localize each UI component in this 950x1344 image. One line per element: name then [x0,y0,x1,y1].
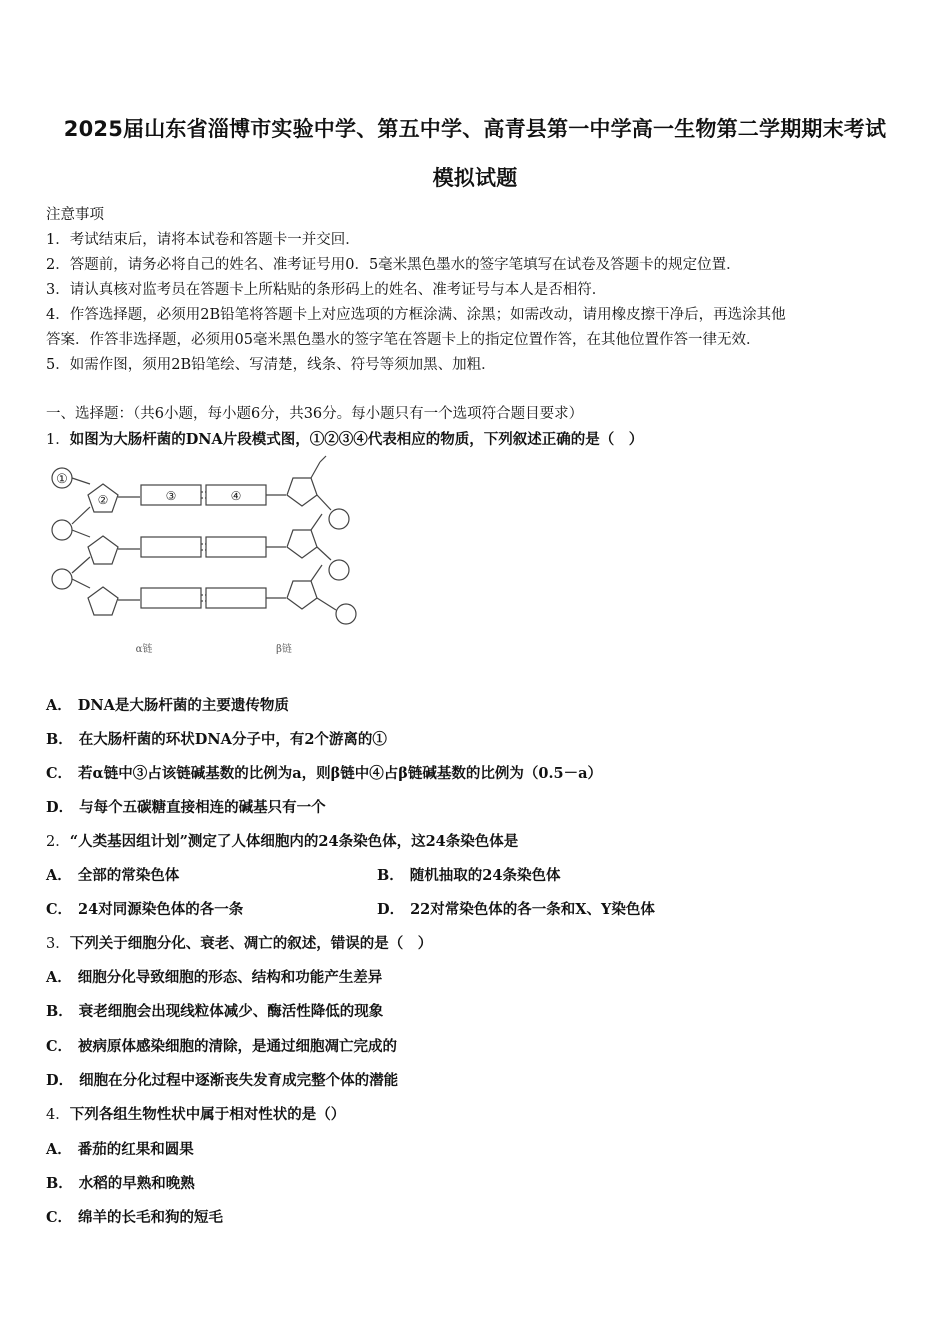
section-heading: 一、选择题：（共6小题，每小题6分，共36分。每小题只有一个选项符合题目要求） [46,406,584,422]
option-label: B． [46,1175,73,1192]
option-label: A． [46,697,72,714]
question-stem: 如图为大肠杆菌的DNA片段模式图，①②③④代表相应的物质，下列叙述正确的是（ ） [69,431,644,448]
option-label: B． [377,867,404,884]
question-stem: 下列关于细胞分化、衰老、凋亡的叙述，错误的是（ ） [69,935,433,952]
notice-item: 4．作答选择题，必须用2B铅笔将答题卡上对应选项的方框涂满、涂黑；如需改动，请用橡皮擦干净后，再选涂其他 [46,307,786,323]
phosphate-circle [329,560,349,580]
question-3 [46,932,432,953]
label-circled-3: ③ [165,489,177,503]
q2-option-b[interactable] [377,864,560,885]
question-4 [46,1103,345,1124]
q2-option-d[interactable] [377,898,655,919]
q2-option-a[interactable] [46,864,179,885]
option-text: 若α链中③占该链碱基数的比例为a，则β链中④占β链碱基数的比例为（0.5－a） [78,765,602,782]
q3-option-d[interactable] [46,1069,398,1090]
option-label: B． [46,731,73,748]
phosphate-circle [52,569,72,589]
option-text: DNA是大肠杆菌的主要遗传物质 [77,697,289,714]
option-text: 与每个五碳糖直接相连的碱基只有一个 [79,799,326,816]
q3-option-b[interactable] [46,1000,383,1021]
option-label: C． [46,901,73,918]
option-text: 水稻的早熟和晚熟 [78,1175,195,1192]
phosphate-circle [336,604,356,624]
label-circled-1: ① [56,472,68,487]
question-number: 1． [46,432,70,448]
base-box [206,537,266,557]
deoxyribose-pentagon [287,581,317,609]
base-box [141,537,201,557]
question-number: 2． [46,834,70,850]
notice-item: 答案．作答非选择题，必须用05毫米黑色墨水的签字笔在答题卡上的指定位置作答，在其他位置作答一律无效． [46,332,761,348]
q3-option-c[interactable] [46,1035,397,1056]
phosphate-circle [329,509,349,529]
option-text: 在大肠杆菌的环状DNA分子中，有2个游离的① [78,731,387,748]
beta-chain-label: β链 [276,644,292,655]
question-number: 3． [46,936,70,952]
option-text: 绵羊的长毛和狗的短毛 [78,1209,224,1226]
q4-option-b[interactable] [46,1172,195,1193]
deoxyribose-pentagon [287,530,317,558]
exam-title-line-2: 模拟试题 [432,166,518,190]
option-text: 被病原体感染细胞的清除，是通过细胞凋亡完成的 [78,1038,398,1055]
q4-option-c[interactable] [46,1206,223,1227]
q4-option-a[interactable] [46,1138,194,1159]
option-text: 衰老细胞会出现线粒体减少、酶活性降低的现象 [78,1003,384,1020]
deoxyribose-pentagon [88,587,118,615]
notice-item: 5．如需作图，须用2B铅笔绘、写清楚，线条、符号等须加黑、加粗． [46,357,496,373]
notice-heading: 注意事项 [46,207,104,223]
option-label: A． [46,969,72,986]
question-2 [46,830,518,851]
option-text: 22对常染色体的各一条和X、Y染色体 [410,901,655,918]
question-stem: 下列各组生物性状中属于相对性状的是（） [69,1106,346,1123]
option-label: D． [377,901,405,918]
notice-item: 3．请认真核对监考员在答题卡上所粘贴的条形码上的姓名、准考证号与本人是否相符． [46,282,607,298]
q1-option-a[interactable] [46,694,289,715]
phosphate-circle [52,520,72,540]
notice-item: 2．答题前，请务必将自己的姓名、准考证号用0．5毫米黑色墨水的签字笔填写在试卷及答题卡的规定位置． [46,257,741,273]
notice-item: 1．考试结束后，请将本试卷和答题卡一并交回． [46,232,360,248]
deoxyribose-pentagon [287,478,317,506]
deoxyribose-pentagon [88,536,118,564]
option-label: B． [46,1003,73,1020]
option-label: A． [46,867,72,884]
label-circled-4: ④ [230,489,242,503]
option-label: C． [46,765,73,782]
option-text: 全部的常染色体 [77,867,180,884]
option-text: 24对同源染色体的各一条 [78,901,244,918]
question-stem: “人类基因组计划”测定了人体细胞内的24条染色体，这24条染色体是 [69,833,519,850]
base-box [141,588,201,608]
option-text: 随机抽取的24条染色体 [409,867,561,884]
q1-option-d[interactable] [46,796,326,817]
question-1 [46,428,643,449]
dna-fragment-diagram [48,452,368,662]
option-text: 细胞在分化过程中逐渐丧失发育成完整个体的潜能 [79,1072,399,1089]
q1-option-c[interactable] [46,762,602,783]
exam-title-line-1: 2025届山东省淄博市实验中学、第五中学、高青县第一中学高一生物第二学期期末考试 [63,117,887,141]
q2-option-c[interactable] [46,898,243,919]
q1-option-b[interactable] [46,728,387,749]
option-label: D． [46,1072,74,1089]
question-number: 4． [46,1107,70,1123]
option-label: C． [46,1038,73,1055]
option-label: C． [46,1209,73,1226]
option-text: 细胞分化导致细胞的形态、结构和功能产生差异 [77,969,383,986]
base-box [206,588,266,608]
alpha-chain-label: α链 [135,644,153,655]
label-circled-2: ② [97,493,109,507]
q3-option-a[interactable] [46,966,382,987]
option-label: D． [46,799,74,816]
option-text: 番茄的红果和圆果 [77,1141,194,1158]
option-label: A． [46,1141,72,1158]
